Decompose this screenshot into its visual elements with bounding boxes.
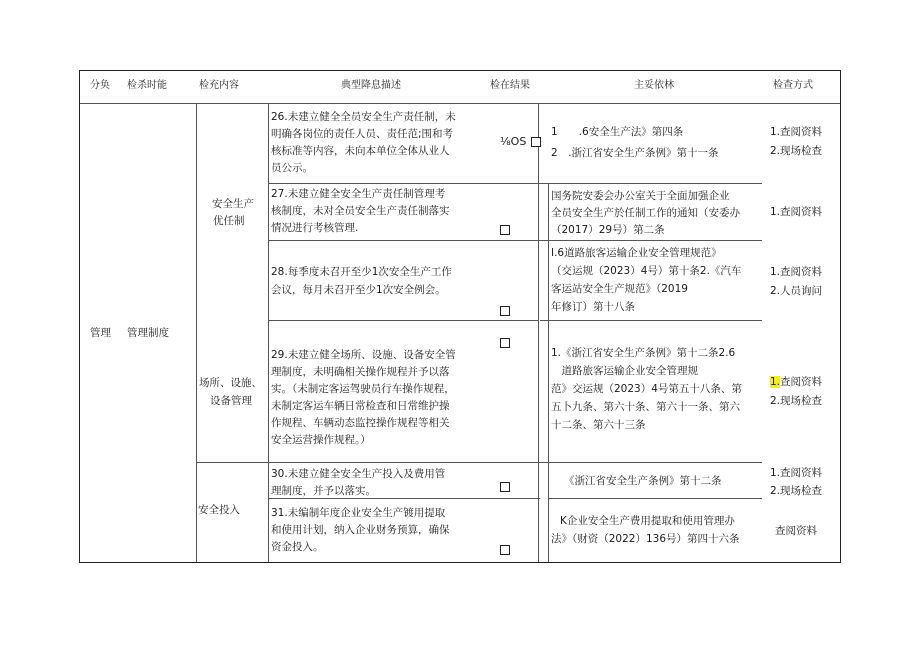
basis-line: 全员安全生产於任制工作的通知（安委办 bbox=[551, 207, 740, 219]
description-line: 资金投入。 bbox=[271, 541, 324, 553]
result-checkbox[interactable] bbox=[531, 137, 541, 147]
header-description: 典型降息描述 bbox=[341, 80, 401, 91]
description-line: 员公示。 bbox=[271, 162, 313, 174]
row-rule bbox=[540, 183, 762, 184]
header-content: 检充内容 bbox=[199, 80, 239, 91]
basis-line: I.6道路旅客运输企业安全管理规范》 bbox=[551, 247, 722, 259]
method-line: 2.现场检查 bbox=[770, 485, 823, 497]
basis-line: 1.《浙江省安全生产条例》第十二条2.6 bbox=[551, 347, 736, 359]
description-line: 明确各岗位的责任人员、责任范;围和考 bbox=[271, 128, 454, 140]
description-line: 未制定客运车辆日常检查和日常维护操 bbox=[271, 400, 450, 412]
method-line: 1.查阅资料 bbox=[770, 467, 823, 479]
header-category: 分奂 bbox=[90, 80, 110, 91]
header-rule bbox=[80, 103, 840, 104]
description-line: 30.未建立健全安全生产投入及费用管 bbox=[271, 468, 446, 480]
method-text: 查阅资料 bbox=[780, 376, 823, 388]
method-line: 2.现场检查 bbox=[770, 395, 823, 407]
description-line: 和使用计划，纳入企业财务预算，确保 bbox=[271, 524, 450, 536]
description-line: 理制度，未明确相关操作规程并予以落 bbox=[271, 366, 450, 378]
highlight-mark: 1. bbox=[770, 376, 781, 388]
result-checkbox[interactable] bbox=[500, 225, 510, 235]
method-line: 2.现场检查 bbox=[770, 145, 823, 157]
method-line: 1.查阅资料 bbox=[770, 266, 823, 278]
module-label: 管理制度 bbox=[127, 327, 169, 339]
result-checkbox[interactable] bbox=[500, 338, 510, 348]
method-line: 2.人员询问 bbox=[770, 285, 823, 297]
description-line: 作规程、车辆动态监控操作规程等相关 bbox=[271, 417, 450, 429]
description-line: 28.每季度未召开至少1次安全生产工作 bbox=[271, 266, 452, 278]
group-responsibility-line1: 安全生产 bbox=[212, 198, 254, 210]
method-line: 查阅资料 bbox=[775, 525, 817, 537]
method-line: 1.查阅资料 bbox=[770, 206, 823, 218]
basis-line: 道路旅客运输企业安全管理规 bbox=[551, 365, 698, 377]
group-facilities-line2: 设备管理 bbox=[210, 395, 252, 407]
description-line: 理制度，并予以落实。 bbox=[271, 485, 376, 497]
group-facilities-line1: 场所、设施、 bbox=[199, 377, 262, 389]
basis-line: K企业安全生产费用提取和使用管理办 bbox=[560, 515, 735, 527]
basis-line: 年修订）第十八条 bbox=[551, 301, 635, 313]
inspection-table bbox=[79, 70, 841, 563]
description-line: 29.未建立健全场所、设施、设备安全管 bbox=[271, 349, 456, 361]
header-method: 检查方式 bbox=[773, 80, 813, 91]
col-rule bbox=[268, 104, 269, 562]
result-text: ⅛OS bbox=[500, 135, 527, 148]
basis-line: 国务院安委会办公室关于全面加强企业 bbox=[551, 190, 730, 202]
description-line: 31.未编制年度企业安全生产镀用提取 bbox=[271, 507, 446, 519]
result-checkbox[interactable] bbox=[500, 545, 510, 555]
col-rule bbox=[548, 184, 549, 562]
description-line: 核标准等内容，未向本单位全体从业人 bbox=[271, 145, 450, 157]
basis-line: （交运规（2023）4号）第十条2.《汽车 bbox=[551, 265, 742, 277]
header-basis: 主妥依林 bbox=[634, 80, 674, 91]
description-line: 会议，每月未召开至少1次安全例会。 bbox=[271, 284, 446, 296]
description-line: 实。（未制定客运驾驶员行车操作规程， bbox=[271, 383, 455, 395]
basis-line: 五卜九条、第六十条、第六十一条、第六 bbox=[551, 401, 740, 413]
basis-line: 1 .6安全生产法》第四条 bbox=[551, 126, 684, 138]
result-checkbox[interactable] bbox=[500, 482, 510, 492]
header-module: 检杀时能 bbox=[127, 80, 167, 91]
method-line: 1.查阅资料 bbox=[770, 126, 823, 138]
basis-line: 十二条、第六十三条 bbox=[551, 419, 646, 431]
row-rule bbox=[268, 240, 762, 241]
basis-line: （2017）29号）第二条 bbox=[551, 224, 665, 236]
col-rule bbox=[196, 104, 197, 562]
basis-line: 客运站安全生产规范》（2019 bbox=[551, 283, 688, 295]
result-checkbox[interactable] bbox=[500, 306, 510, 316]
category-label: 管理 bbox=[90, 327, 111, 339]
description-line: 核制度，未对全员安全生产责任制落实 bbox=[271, 205, 450, 217]
header-result: 检在结果 bbox=[490, 80, 530, 91]
col-rule bbox=[538, 104, 539, 562]
row-rule bbox=[196, 462, 762, 463]
method-line bbox=[770, 374, 822, 391]
description-line: 安全运营操作规程。） bbox=[271, 434, 371, 446]
description-line: 26.未建立健全全员安全生产责任制，未 bbox=[271, 111, 456, 123]
row-rule bbox=[540, 320, 762, 321]
basis-line: 范》交运规（2023）4号第五十八条、第 bbox=[551, 383, 742, 395]
group-responsibility-line2: 优任制 bbox=[213, 215, 245, 227]
basis-line: 2 .浙江省安全生产条例》第十一条 bbox=[551, 147, 719, 159]
description-line: 情况进行考核管理. bbox=[271, 222, 359, 234]
basis-line: 法》（财资（2022）136号）第四十六条 bbox=[551, 533, 740, 545]
group-investment: 安全投入 bbox=[198, 504, 240, 516]
basis-line: 《浙江省安全生产条例》第十二条 bbox=[564, 475, 722, 487]
row-rule bbox=[548, 498, 762, 499]
description-line: 27.未建立健全安全生产责任制管理考 bbox=[271, 188, 446, 200]
row-rule bbox=[268, 320, 538, 321]
